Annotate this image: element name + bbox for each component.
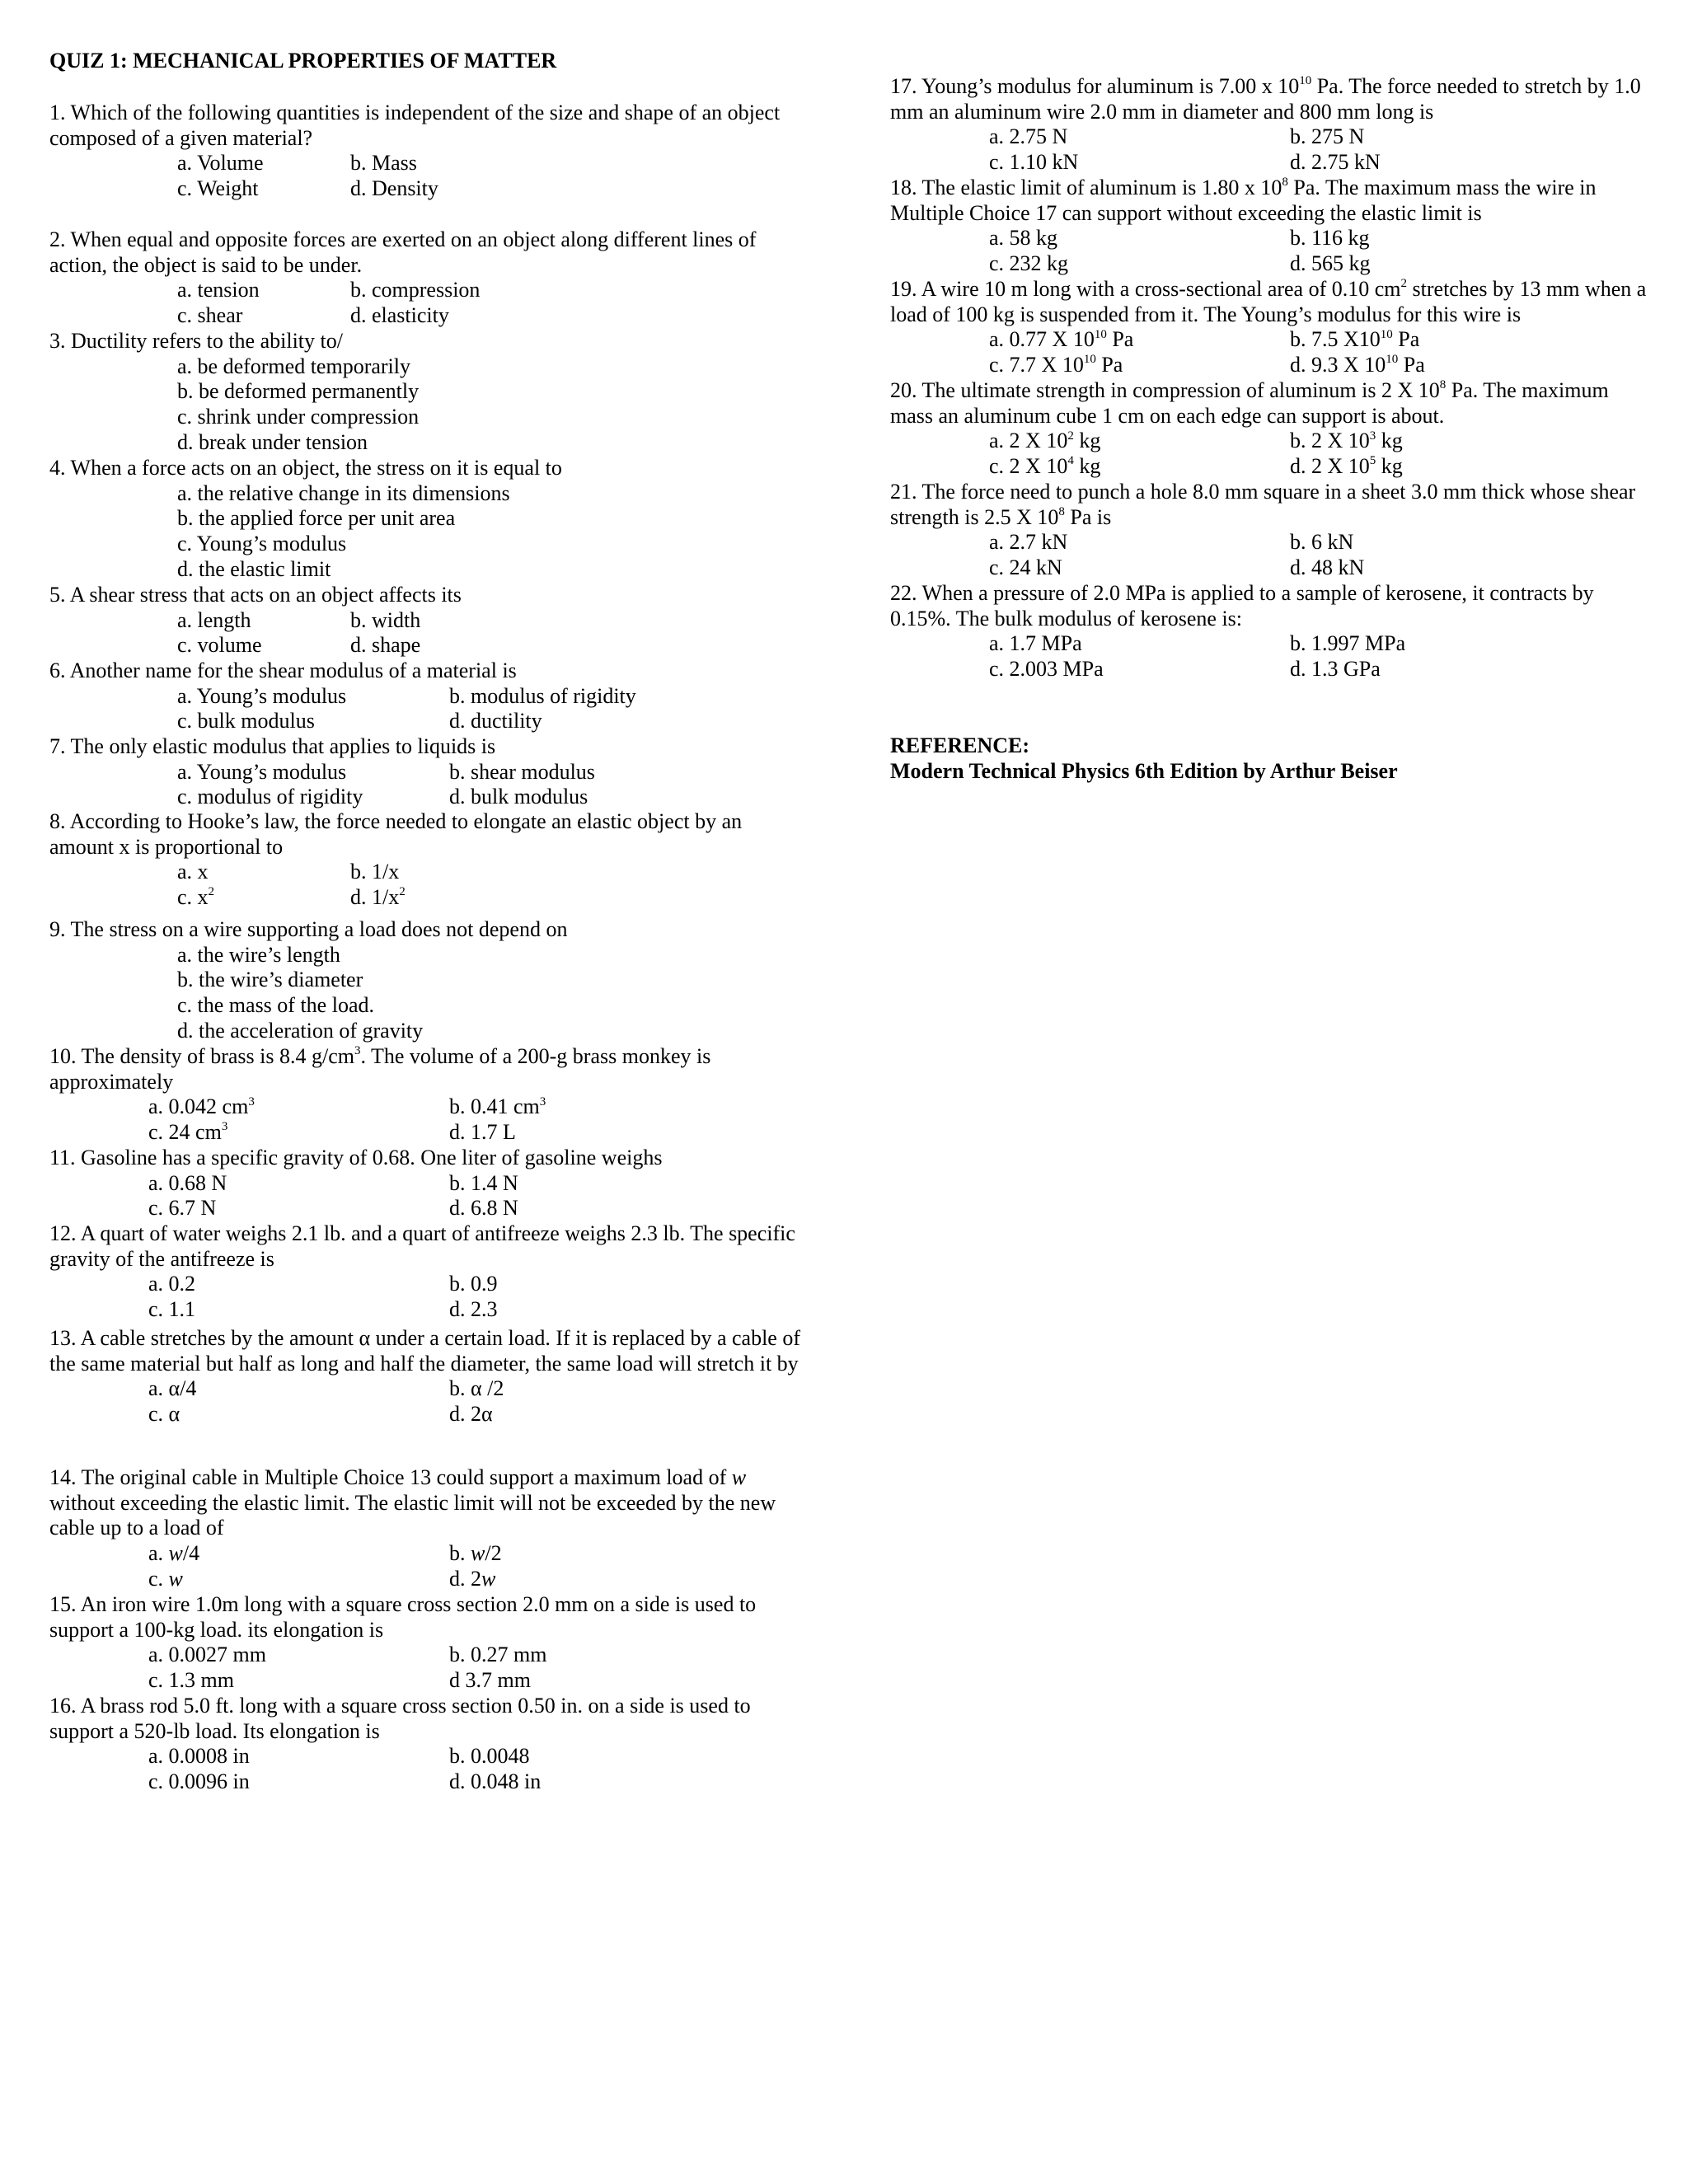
answer-options [989,631,1648,682]
answer-options [148,1376,808,1427]
option-c: c. 2 X $10^4$ kg [989,454,1101,479]
option-d: d. bulk modulus [449,785,588,809]
question-text: 21. The force need to punch a hole 8.0 mm square in a sheet 3.0 mm thick whose shear strength is 2.5 X $10^8$ Pa is [890,480,1636,529]
reference-heading: REFERENCE: [890,733,1030,757]
option-a: a. 58 kg [989,226,1058,251]
answer-options [148,1272,808,1322]
reference-text: Modern Technical Physics 6th Edition by Arthur Beiser [890,759,1398,783]
option-a: a. Volume [177,151,264,176]
option-a: a. the wire’s length [177,942,340,967]
option-a: a. tension [177,278,260,302]
question-17 [890,74,1648,176]
option-d: d. Density [350,176,438,201]
option-d: d. ductility [449,709,542,733]
option-b: b. 6 kN [1290,530,1354,555]
question-20 [890,378,1648,480]
question-4 [49,456,808,583]
question-text: 12. A quart of water weighs 2.1 lb. and a quart of antifreeze weighs 2.3 lb. The specific gravity of the antifreeze is [49,1221,795,1271]
question-12 [49,1221,808,1323]
option-c: c. α [148,1402,181,1427]
option-b: b. 0.9 [449,1272,498,1296]
question-6 [49,658,808,734]
option-c: c. the mass of the load. [177,993,374,1018]
question-text: 17. Young’s modulus for aluminum is 7.00 x $10^{10}$ Pa. The force needed to stretch by 1.0 mm an aluminum wire 2.0 mm in diameter and 800 mm long is [890,74,1641,124]
question-text: 6. Another name for the shear modulus of a material is [49,658,517,682]
option-a: a. Young’s modulus [177,759,347,784]
option-a: a. x [177,860,209,884]
option-b: b. 1.4 N [449,1170,518,1195]
question-14 [49,1465,808,1592]
option-b: b. width [350,607,421,632]
question-text: 1. Which of the following quantities is independent of the size and shape of an object composed of a given material? [49,101,781,150]
option-a: a. α/4 [148,1376,197,1401]
question-15 [49,1592,808,1694]
quiz-title: QUIZ 1: MECHANICAL PROPERTIES OF MATTER [49,49,557,73]
option-a: a. 2 X $10^2$ kg [989,429,1101,453]
option-a: a. 0.2 [148,1272,196,1296]
question-text: 22. When a pressure of 2.0 MPa is applied to a sample of kerosene, it contracts by 0.15%. The bulk modulus of kerosene is: [890,581,1594,630]
option-c: c. $x^2$ [177,885,215,910]
answer-options [177,760,808,810]
question-1 [49,101,808,202]
option-d: d. 2 X $10^5$ kg [1290,454,1403,479]
option-d: d. 2α [449,1402,493,1427]
option-a: a. 0.042 $cm^3$ [148,1094,255,1119]
question-text: 20. The ultimate strength in compression of aluminum is 2 X $10^8$ Pa. The maximum mass an aluminum cube 1 cm on each edge can support is about. [890,378,1609,428]
option-b: b. the wire’s diameter [177,968,363,992]
option-a: a. 2.75 N [989,124,1068,149]
question-text: 16. A brass rod 5.0 ft. long with a square cross section 0.50 in. on a side is used to support a 520-lb load. Its elongation is [49,1694,751,1743]
option-c: c. Young’s modulus [177,532,347,556]
option-a: a. 2.7 kN [989,530,1068,555]
option-c: c. volume [177,633,262,658]
question-5 [49,583,808,658]
option-b: b. Mass [350,151,417,176]
option-a: a. 0.0008 in [148,1744,250,1769]
option-d: d. 1.3 GPa [1290,657,1381,682]
option-d: d. 1.7 L [449,1120,516,1145]
option-b: b. 0.0048 [449,1744,530,1769]
question-10 [49,1044,808,1146]
answer-options [177,278,808,328]
option-b: b. shear modulus [449,759,595,784]
option-a: a. w/4 [148,1541,200,1566]
question-7 [49,734,808,810]
option-c: c. bulk modulus [177,709,315,733]
option-c: c. 24 $cm^3$ [148,1120,228,1145]
question-text: 2. When equal and opposite forces are exerted on an object along different lines of action, the object is said to be under. [49,227,757,277]
option-b: b. be deformed permanently [177,379,420,404]
option-a: a. length [177,607,251,632]
option-d: d. shape [350,633,421,658]
question-text: 18. The elastic limit of aluminum is 1.80 x $10^8$ Pa. The maximum mass the wire in Multiple Choice 17 can support without exceeding the elastic limit is [890,176,1597,225]
question-text: 11. Gasoline has a specific gravity of 0.68. One liter of gasoline weighs [49,1146,663,1169]
option-d: d. $1/x^2$ [350,885,406,910]
option-c: c. 6.7 N [148,1196,217,1221]
option-c: c. 2.003 MPa [989,657,1104,682]
option-c: c. 1.10 kN [989,150,1079,175]
question-text: 7. The only elastic modulus that applies to liquids is [49,734,496,758]
option-b: b. α /2 [449,1376,504,1401]
answer-options [989,429,1648,479]
option-c: c. shear [177,303,243,328]
option-d: d 3.7 mm [449,1668,531,1693]
option-d: d. 0.048 in [449,1769,542,1794]
option-b: b. w/2 [449,1541,502,1566]
option-d: d. the acceleration of gravity [177,1018,424,1043]
question-text: 4. When a force acts on an object, the stress on it is equal to [49,456,562,480]
question-21 [890,480,1648,581]
option-d: d. 9.3 X $10^{10}$ Pa [1290,353,1425,377]
question-18 [890,176,1648,277]
question-text: 9. The stress on a wire supporting a load does not depend on [49,917,568,941]
option-b: b. the applied force per unit area [177,506,456,531]
option-d: d. the elastic limit [177,556,331,581]
question-16 [49,1694,808,1795]
answer-options [177,354,808,456]
option-d: d. 6.8 N [449,1196,518,1221]
option-a: a. 0.68 N [148,1170,227,1195]
question-text: 19. A wire 10 m long with a cross-sectional area of 0.10 $cm^2$ stretches by 13 mm when a load of 100 kg is suspended from it. The Young’s modulus for this wire is [890,277,1647,326]
option-d: d. break under tension [177,429,368,454]
question-text: 8. According to Hooke’s law, the force needed to elongate an elastic object by an amount x is proportional to [49,809,743,859]
answer-options [148,1643,808,1693]
question-11 [49,1146,808,1221]
question-2 [49,227,808,329]
option-b: b. 1.997 MPa [1290,631,1406,656]
option-b: b. 7.5 $X10^{10}$ Pa [1290,327,1420,352]
question-text: 14. The original cable in Multiple Choice 13 could support a maximum load of w without exceeding the elastic limit. The elastic limit will not be exceeded by the new cable up to a load of [49,1465,776,1540]
question-22 [890,581,1648,682]
option-d: d. 48 kN [1290,555,1365,580]
option-a: a. 0.77 X $10^{10}$ Pa [989,327,1134,352]
option-c: c. 0.0096 in [148,1769,250,1794]
option-c: c. 1.3 mm [148,1668,234,1693]
option-c: c. Weight [177,176,259,201]
answer-options [989,124,1648,175]
question-13 [49,1326,808,1427]
option-d: d. elasticity [350,303,449,328]
question-3 [49,329,808,456]
option-b: b. 116 kg [1290,226,1370,251]
option-b: b. 275 N [1290,124,1365,149]
answer-options [177,481,808,583]
option-b: b. compression [350,278,481,302]
answer-options [148,1094,808,1145]
option-c: c. shrink under compression [177,405,420,429]
option-b: b. 0.27 mm [449,1643,547,1667]
option-c: c. modulus of rigidity [177,785,363,809]
option-d: d. 2.3 [449,1297,498,1322]
option-d: d. 2.75 kN [1290,150,1381,175]
option-d: d. 2w [449,1566,496,1591]
question-text: 3. Ductility refers to the ability to/ [49,329,343,353]
answer-options [989,327,1648,377]
option-a: a. 0.0027 mm [148,1643,266,1667]
option-d: d. 565 kg [1290,251,1371,276]
question-8 [49,809,808,911]
answer-options [148,1541,808,1591]
option-b: b. 0.41 $cm^3$ [449,1094,546,1119]
question-text: 15. An iron wire 1.0m long with a square cross section 2.0 mm on a side is used to support a 100-kg load. its elongation is [49,1592,757,1642]
option-c: c. 232 kg [989,251,1069,276]
answer-options [177,684,808,734]
option-c: c. 7.7 X $10^{10}$ Pa [989,353,1123,377]
question-19 [890,277,1648,378]
answer-options [177,608,808,658]
question-text: 10. The density of brass is 8.4 $g/cm^3$. The volume of a 200-g brass monkey is approximately [49,1044,711,1094]
option-b: b. 1/x [350,860,400,884]
question-9 [49,917,808,1044]
answer-options [177,151,808,201]
answer-options [148,1744,808,1794]
option-a: a. be deformed temporarily [177,354,410,378]
answer-options [148,1171,808,1221]
option-c: c. 1.1 [148,1297,196,1322]
question-text: 13. A cable stretches by the amount α under a certain load. If it is replaced by a cable of the same material but half as long and half the diameter, the same load will stretch it by [49,1326,801,1376]
option-c: c. 24 kN [989,555,1062,580]
option-b: b. modulus of rigidity [449,683,636,708]
answer-options [177,860,808,910]
option-a: a. Young’s modulus [177,683,347,708]
option-a: a. the relative change in its dimensions [177,480,510,505]
option-c: c. w [148,1566,183,1591]
option-a: a. 1.7 MPa [989,631,1082,656]
answer-options [989,226,1648,276]
answer-options [177,943,808,1044]
answer-options [989,530,1648,580]
option-b: b. 2 X $10^3$ kg [1290,429,1403,453]
question-text: 5. A shear stress that acts on an object affects its [49,583,462,607]
